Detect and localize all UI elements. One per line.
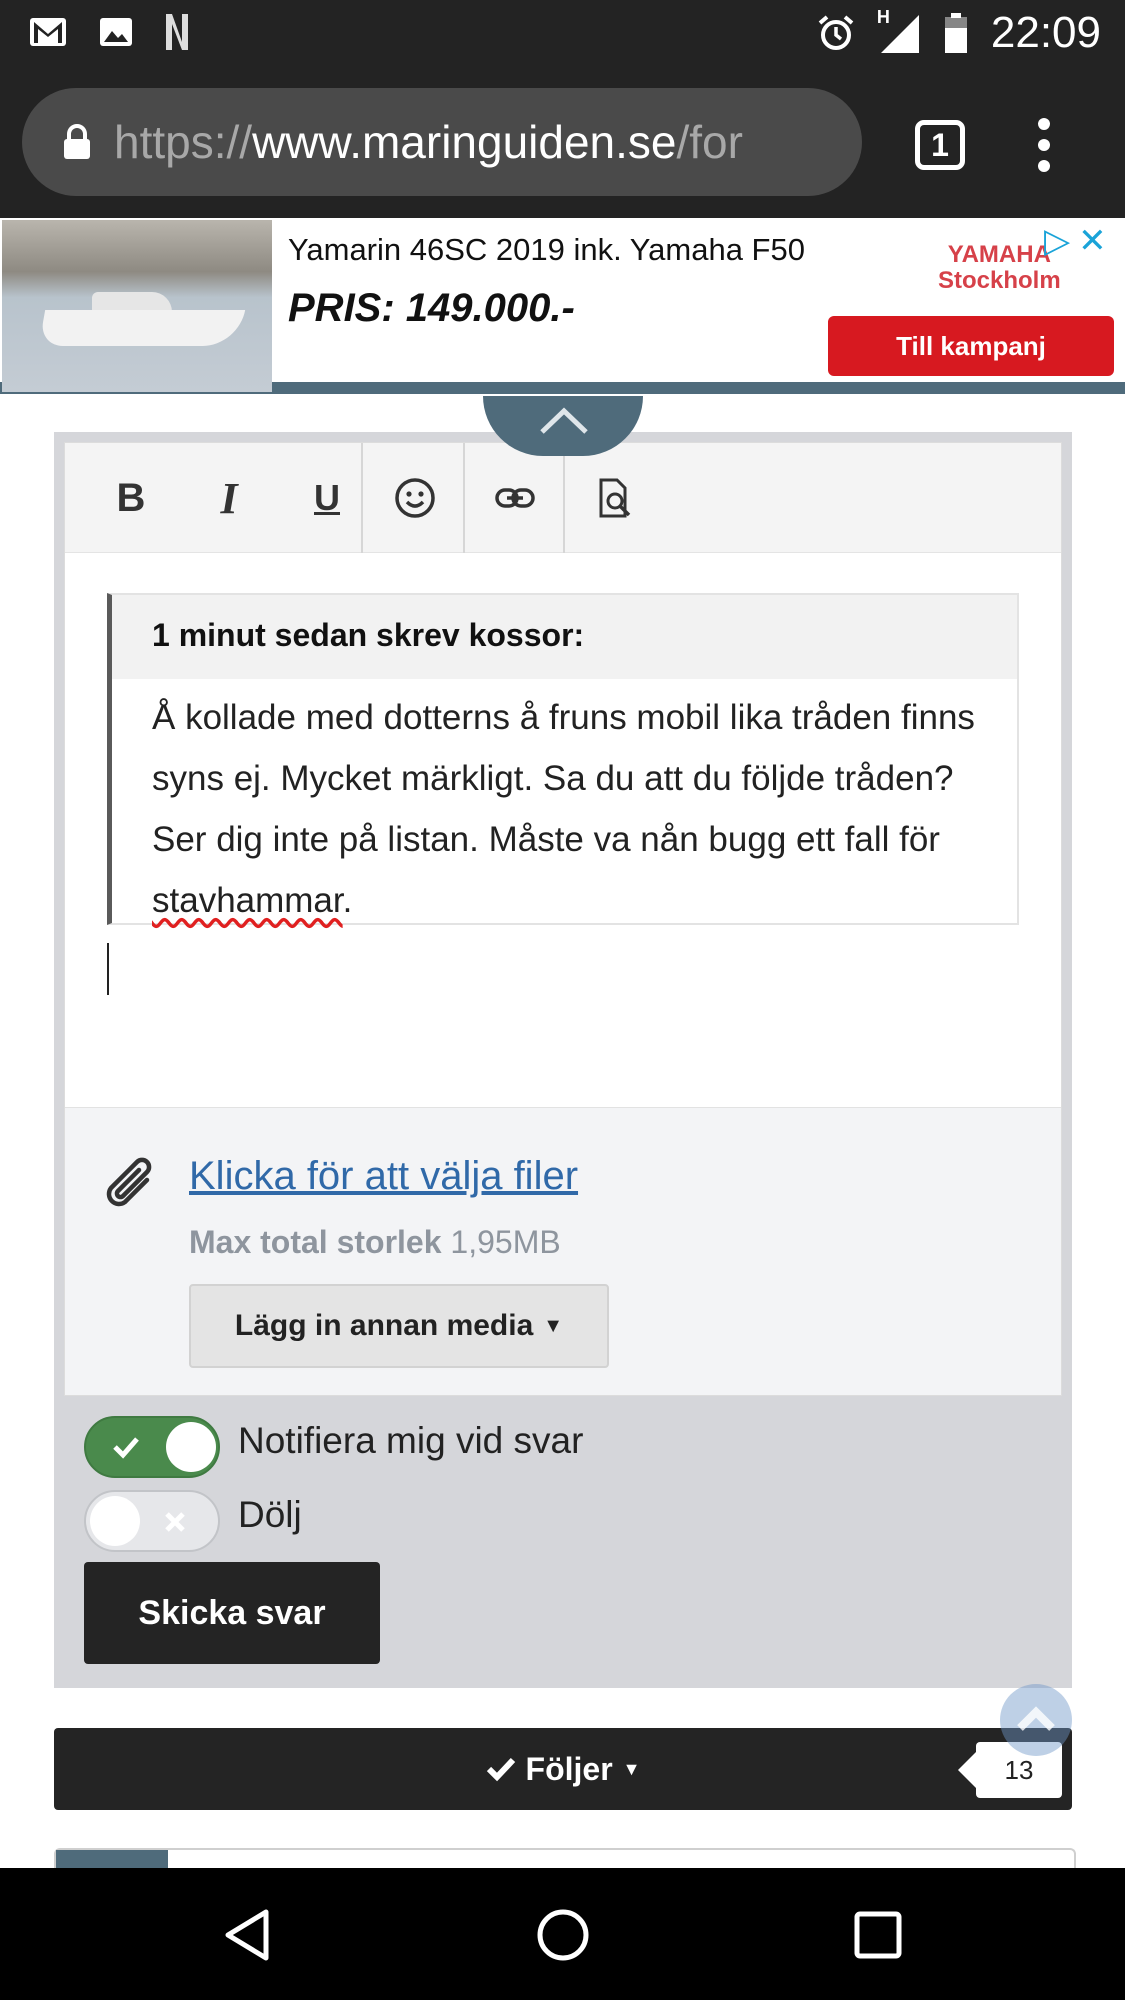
network-type: H: [876, 7, 890, 27]
ad-brand-name: YAMAHA: [947, 241, 1051, 268]
send-reply-button[interactable]: Skicka svar: [84, 1562, 380, 1664]
signal-icon: [876, 7, 921, 55]
underline-button[interactable]: [297, 443, 357, 553]
emoji-button[interactable]: [375, 443, 455, 553]
clock: 22:09: [990, 8, 1101, 57]
battery-icon: [943, 12, 969, 54]
home-icon[interactable]: [536, 1908, 590, 1962]
chevron-up-icon: [1000, 1684, 1072, 1756]
ad-price: PRIS: 149.000.-: [288, 286, 575, 330]
next-post-card: [54, 1848, 1076, 1868]
check-icon: [486, 1756, 516, 1782]
misspelled-word: stavhammar: [152, 881, 343, 920]
ad-brand-logo: [938, 242, 1061, 294]
reply-panel: [54, 432, 1072, 1688]
url-host: www.maringuiden.se: [252, 116, 677, 168]
ad-boat-image: [2, 220, 272, 392]
ad-info-icon[interactable]: ▷: [1044, 222, 1071, 260]
quote-header: 1 minut sedan skrev kossor:: [112, 595, 1017, 679]
toolbar-divider: [361, 443, 363, 553]
ad-choices[interactable]: [1044, 224, 1107, 258]
bold-button[interactable]: [101, 443, 161, 553]
url-text: [114, 115, 743, 169]
ad-title: Yamarin 46SC 2019 ink. Yamaha F50: [288, 232, 805, 267]
link-button[interactable]: [475, 443, 555, 553]
recents-icon[interactable]: [854, 1911, 902, 1959]
ad-brand-location: Stockholm: [938, 267, 1061, 294]
toolbar-divider: [563, 443, 565, 553]
netflix-icon: [164, 12, 190, 52]
preview-icon: [597, 477, 633, 519]
url-field[interactable]: [22, 88, 862, 196]
back-icon[interactable]: [222, 1908, 272, 1962]
editor: [64, 442, 1062, 1396]
editor-toolbar: [65, 443, 1061, 553]
check-icon: [112, 1435, 140, 1459]
attachments-area: [65, 1107, 1061, 1395]
italic-icon: I: [220, 473, 238, 523]
quote-text-end: .: [342, 881, 353, 920]
url-path: /for: [676, 116, 743, 168]
insert-media-label: Lägg in annan media: [234, 1309, 534, 1342]
toggle-knob: [166, 1422, 216, 1472]
toggle-knob: [90, 1496, 140, 1546]
x-icon: [164, 1511, 186, 1533]
max-size-info: [189, 1224, 561, 1261]
follow-label: Följer: [525, 1750, 613, 1787]
toolbar-divider: [463, 443, 465, 553]
system-nav-bar: [0, 1868, 1125, 2000]
ad-cta-button[interactable]: Till kampanj: [828, 316, 1114, 376]
caret-down-icon: ▼: [543, 1314, 564, 1337]
quote-text: [112, 679, 1017, 931]
scroll-to-top-button[interactable]: [1000, 1684, 1072, 1756]
underline-icon: U: [314, 477, 340, 518]
preview-button[interactable]: [575, 443, 655, 553]
paperclip-icon: [103, 1150, 163, 1214]
ad-close-icon[interactable]: ✕: [1078, 222, 1107, 260]
hide-label: Dölj: [238, 1494, 302, 1535]
smiley-icon: [394, 477, 436, 519]
follow-bar[interactable]: [54, 1728, 1072, 1810]
tab-switcher-button[interactable]: 1: [915, 120, 965, 170]
status-bar: [0, 0, 1125, 66]
caret-down-icon: ▼: [622, 1758, 641, 1779]
notify-label: Notifiera mig vid svar: [238, 1420, 584, 1461]
quote-block: [107, 593, 1019, 925]
max-size-value: 1,95MB: [450, 1224, 561, 1260]
italic-button[interactable]: [199, 443, 259, 553]
notify-toggle[interactable]: [84, 1416, 220, 1478]
gmail-icon: [28, 15, 68, 49]
photo-icon: [98, 15, 134, 49]
ad-banner[interactable]: [0, 218, 1125, 394]
overflow-menu-icon[interactable]: [1034, 118, 1054, 178]
link-icon: [494, 485, 536, 511]
follower-count-badge: 13: [976, 1742, 1062, 1798]
chevron-up-icon: [539, 406, 589, 436]
alarm-icon: [817, 14, 855, 52]
hide-toggle[interactable]: [84, 1490, 220, 1552]
choose-files-link[interactable]: Klicka för att välja filer: [189, 1154, 579, 1198]
bold-icon: B: [116, 475, 146, 520]
max-size-label: Max total storlek: [189, 1224, 442, 1260]
lock-icon: [62, 123, 92, 161]
insert-media-button[interactable]: [189, 1284, 609, 1368]
quote-text-main: Å kollade med dotterns å fruns mobil lika tråden finns syns ej. Mycket märkligt. Sa du att du följde tråden? Ser dig inte på listan. Måste va nån bugg ett fall för: [152, 698, 975, 859]
text-caret[interactable]: [107, 943, 109, 995]
url-scheme: https://: [114, 116, 253, 168]
follow-button[interactable]: [54, 1728, 1072, 1810]
browser-toolbar: [0, 66, 1125, 218]
